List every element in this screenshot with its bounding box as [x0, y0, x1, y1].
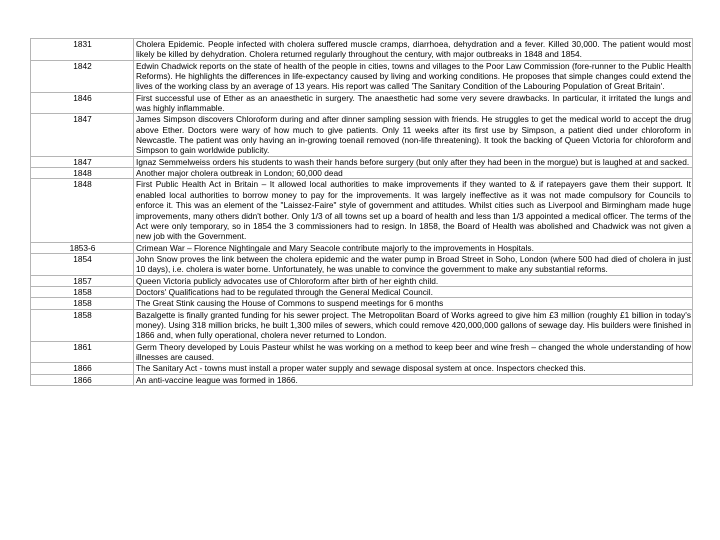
- timeline-row: [31, 363, 693, 374]
- year-cell: 1853-6: [31, 242, 134, 253]
- year-cell: 1854: [31, 253, 134, 275]
- year-cell: 1866: [31, 363, 134, 374]
- event-cell: Another major cholera outbreak in London; 60,000 dead: [134, 168, 693, 179]
- timeline-row: [31, 156, 693, 167]
- year-cell: 1858: [31, 298, 134, 309]
- year-cell: 1842: [31, 60, 134, 92]
- timeline-row: [31, 275, 693, 286]
- event-cell: John Snow proves the link between the cholera epidemic and the water pump in Broad Street in Soho, London (where 500 had died of cholera in just 10 days), i.e. cholera is water borne. Unfortunately, he was unable to convince the government to make any substantial reforms.: [134, 253, 693, 275]
- timeline-row: [31, 374, 693, 385]
- timeline-row: [31, 253, 693, 275]
- event-cell: Doctors' Qualifications had to be regulated through the General Medical Council.: [134, 286, 693, 297]
- year-cell: 1847: [31, 156, 134, 167]
- timeline-row: [31, 60, 693, 92]
- timeline-table-body: [31, 39, 693, 386]
- timeline-row: [31, 286, 693, 297]
- timeline-row: [31, 309, 693, 341]
- year-cell: 1847: [31, 114, 134, 156]
- timeline-row: [31, 92, 693, 114]
- timeline-table: [30, 38, 693, 386]
- event-cell: Queen Victoria publicly advocates use of Chloroform after birth of her eighth child.: [134, 275, 693, 286]
- year-cell: 1848: [31, 179, 134, 242]
- timeline-row: [31, 179, 693, 242]
- timeline-row: [31, 114, 693, 156]
- event-cell: Edwin Chadwick reports on the state of health of the people in cities, towns and villages to the Poor Law Commission (fore-runner to the Public Health Reforms). He highlights the differences in life-expectancy caused by living and working conditions. He proposes that simple changes could extend the lives of the working class by an average of 13 years. His report was called 'The Sanitary Condition of the Labouring Population of Great Britain'.: [134, 60, 693, 92]
- event-cell: The Great Stink causing the House of Commons to suspend meetings for 6 months: [134, 298, 693, 309]
- year-cell: 1857: [31, 275, 134, 286]
- event-cell: Cholera Epidemic. People infected with cholera suffered muscle cramps, diarrhoea, dehydration and a fever. Killed 30,000. The patient would most likely be killed by dehydration. Cholera returned regularly throughout the century, with major outbreaks in 1848 and 1854.: [134, 39, 693, 61]
- event-cell: First successful use of Ether as an anaesthetic in surgery. The anaesthetic had some very severe drawbacks. In particular, it irritated the lungs and was highly inflammable.: [134, 92, 693, 114]
- event-cell: An anti-vaccine league was formed in 1866.: [134, 374, 693, 385]
- event-cell: Germ Theory developed by Louis Pasteur whilst he was working on a method to keep beer and wine fresh – changed the whole understanding of how illnesses are caused.: [134, 341, 693, 363]
- timeline-row: [31, 341, 693, 363]
- event-cell: The Sanitary Act - towns must install a proper water supply and sewage disposal system at once. Inspectors checked this.: [134, 363, 693, 374]
- year-cell: 1846: [31, 92, 134, 114]
- event-cell: Bazalgette is finally granted funding for his sewer project. The Metropolitan Board of Works agreed to give him £3 million (roughly £1 billion in today's money). Using 318 million bricks, he built 1,300 miles of sewers, which could remove 420,000,000 gallons of sewage day. His builders were finished in 1866 and, when fully operational, cholera never returned to London.: [134, 309, 693, 341]
- year-cell: 1861: [31, 341, 134, 363]
- year-cell: 1848: [31, 168, 134, 179]
- timeline-page: [30, 38, 693, 386]
- event-cell: First Public Health Act in Britain – It allowed local authorities to make improvements if they wanted to & if ratepayers gave them their support. It enabled local authorities to borrow money to pay for the improvements. It was largely ineffective as it was not made compulsory for Councils to enforce it. This was an element of the "Laissez-Faire" style of government and attitudes. Whilst cities such as Liverpool and Birmingham made huge improvements, many others didn't bother. Only 1/3 of all towns set up a board of health and less than 1/3 appointed a medical officer. The terms of the Act were only temporary, so in 1854 the 3 commissioners had to resign. In 1858, the Board of Health was abolished and Chadwick was not given a new job with the Government.: [134, 179, 693, 242]
- timeline-row: [31, 298, 693, 309]
- event-cell: Crimean War – Florence Nightingale and Mary Seacole contribute majorly to the improvements in Hospitals.: [134, 242, 693, 253]
- year-cell: 1866: [31, 374, 134, 385]
- timeline-row: [31, 242, 693, 253]
- year-cell: 1831: [31, 39, 134, 61]
- year-cell: 1858: [31, 309, 134, 341]
- event-cell: Ignaz Semmelweiss orders his students to wash their hands before surgery (but only after they had been in the morgue) but is laughed at and sacked.: [134, 156, 693, 167]
- year-cell: 1858: [31, 286, 134, 297]
- timeline-row: [31, 168, 693, 179]
- event-cell: James Simpson discovers Chloroform during and after dinner sampling session with friends. He struggles to get the medical world to accept the drug above Ether. Doctors were wary of how much to give patients. Only 11 weeks after its first use by Simpson, a patient died under chloroform in Newcastle. The patient was only having an in-growing toenail removed (non-life threatening). It took the backing of Queen Victoria for chloroform and Simpson to gain worldwide publicity.: [134, 114, 693, 156]
- timeline-row: [31, 39, 693, 61]
